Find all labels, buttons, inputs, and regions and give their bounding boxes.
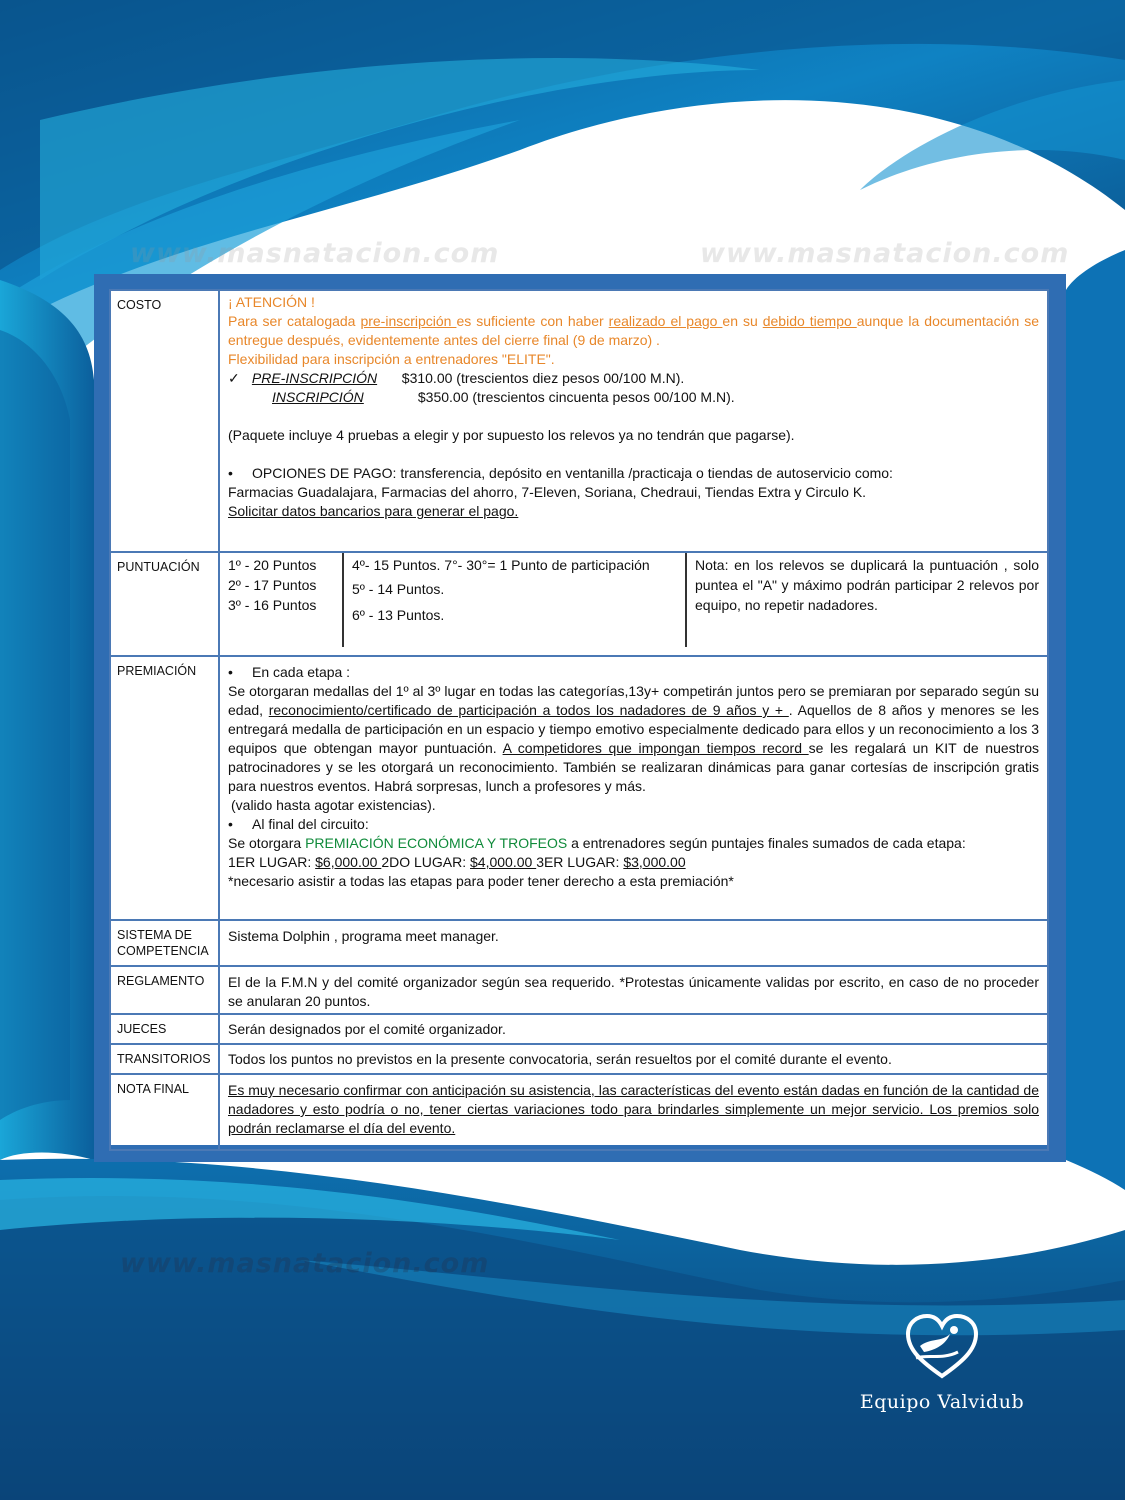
convocatoria-table (109, 289, 1049, 1151)
attention-heading: ¡ ATENCIÓN ! (228, 294, 315, 310)
heart-swimmer-icon (902, 1310, 982, 1382)
premiacion-content (219, 656, 1048, 920)
costo-content (219, 290, 1048, 552)
inscripcion-line (228, 388, 1039, 407)
transitorios-text: Todos los puntos no previstos en la presente convocatoria, serán resueltos por el comité durante el evento. (219, 1044, 1048, 1074)
table-row-sistema (110, 920, 1048, 966)
table-row-costo (110, 290, 1048, 552)
points-item: 6º - 13 Puntos. (352, 607, 445, 623)
row-label: JUECES (110, 1014, 219, 1044)
team-logo (852, 1310, 1032, 1413)
jueces-text: Serán designados por el comité organizador. (219, 1014, 1048, 1044)
pre-inscripcion-line (228, 369, 1039, 388)
table-row-nota-final (110, 1074, 1048, 1150)
row-label: COSTO (110, 290, 219, 552)
stage-heading: • En cada etapa : (228, 664, 351, 680)
nota-final-text: Es muy necesario confirmar con anticipación su asistencia, las características del evento están dadas en función de la cantidad de nadadores y esto podría o no, tener ciertas variaciones todo para brindarles simplemente un mejor servicio. Los premios solo podrán reclamarse el día del evento. (219, 1074, 1048, 1150)
puntuacion-content (219, 552, 1048, 656)
stores-list: Farmacias Guadalajara, Farmacias del ahorro, 7-Eleven, Soriana, Chedraui, Tiendas Extra y Circulo K. (228, 484, 867, 500)
points-item: 5º - 14 Puntos. (352, 581, 445, 597)
table-row-reglamento (110, 966, 1048, 1014)
validity-note: (valido hasta agotar existencias). (231, 797, 436, 813)
watermark: www.masnatacion.com (120, 1248, 490, 1279)
points-item: 1º - 20 Puntos (228, 557, 317, 573)
pre-inscripcion-price: $310.00 (trescientos diez pesos 00/100 M.N). (401, 370, 685, 386)
package-note: (Paquete incluye 4 pruebas a elegir y por supuesto los relevos ya no tendrán que pagarse). (228, 427, 795, 443)
row-label: NOTA FINAL (110, 1074, 219, 1150)
points-table (220, 551, 1047, 647)
economic-prize-line: Se otorgara PREMIACIÓN ECONÓMICA Y TROFEOS a entrenadores según puntajes finales sumados de cada etapa: (228, 835, 966, 851)
row-label: TRANSITORIOS (110, 1044, 219, 1074)
points-item: 2º - 17 Puntos (228, 577, 317, 593)
row-label: PREMIACIÓN (110, 656, 219, 920)
watermark: www.masnatacion.com (700, 238, 1070, 269)
sistema-text: Sistema Dolphin , programa meet manager. (219, 920, 1048, 966)
inscripcion-label: INSCRIPCIÓN (272, 389, 364, 405)
row-label: REGLAMENTO (110, 966, 219, 1014)
row-label: SISTEMA DE COMPETENCIA (110, 920, 219, 966)
relay-note: Nota: en los relevos se duplicará la puntuación , solo puntea el "A" y máximo podrán participar 2 relevos por equipo, no repetir nadadores. (686, 551, 1047, 647)
medals-paragraph: Se otorgaran medallas del 1º al 3º lugar en todas las categorías,13y+ competirán juntos pero se premiaran por separado según su edad, reconocimiento/certificado de participación a todos los nadadores de 9 años y + . Aquellos de 8 años y menores se les entregará medalla de participación en un espacio y tiempo emotivo especialmente dedicado para ellos y un reconocimiento a los 3 equipos que obtengan mayor puntuación. A competidores que impongan tiempos record se les regalará un KIT de nuestros patrocinadores y se les otorgará un reconocimiento. También se realizaran dinámicas para ganar cortesías de inscripción gratis para nuestros eventos. Habrá sorpresas, lunch a profesores y más. (228, 683, 1039, 794)
bullet-icon: • (228, 664, 233, 680)
bullet-icon: • (228, 465, 233, 481)
table-row-puntuacion (110, 552, 1048, 656)
pre-inscripcion-label: PRE-INSCRIPCIÓN (251, 370, 378, 386)
prize-amounts: 1ER LUGAR: $6,000.00 2DO LUGAR: $4,000.00 3ER LUGAR: $3,000.00 (228, 854, 686, 870)
catalog-paragraph: Para ser catalogada pre-inscripción es suficiente con haber realizado el pago en su debido tiempo aunque la documentación se entregue después, evidentemente antes del cierre final (9 de marzo) . (228, 313, 1040, 348)
circuit-heading: • Al final del circuito: (228, 816, 369, 832)
flexibility-note: Flexibilidad para inscripción a entrenadores "ELITE". (228, 351, 555, 367)
team-name: Equipo Valvidub (859, 1391, 1025, 1413)
watermark: www.masnatacion.com (130, 238, 500, 269)
points-col-2 (343, 551, 686, 647)
bullet-icon: • (228, 816, 233, 832)
bank-data-link[interactable]: Solicitar datos bancarios para generar el pago. (228, 503, 519, 519)
row-label: PUNTUACIÓN (110, 552, 219, 656)
points-item: 4º- 15 Puntos. 7°- 30°= 1 Punto de participación (352, 557, 650, 573)
inscripcion-price: $350.00 (trescientos cincuenta pesos 00/100 M.N). (417, 389, 735, 405)
check-icon: ✓ (228, 370, 240, 386)
payment-options: • OPCIONES DE PAGO: transferencia, depósito en ventanilla /practicaja o tiendas de autoservicio como: (228, 465, 893, 481)
table-row-premiacion (110, 656, 1048, 920)
points-col-1 (220, 551, 343, 647)
table-row-transitorios (110, 1044, 1048, 1074)
points-item: 3º - 16 Puntos (228, 597, 317, 613)
requirement-note: *necesario asistir a todas las etapas para poder tener derecho a esta premiación* (228, 873, 734, 889)
reglamento-text: El de la F.M.N y del comité organizador según sea requerido. *Protestas únicamente validas por escrito, en caso de no proceder se anularan 20 puntos. (219, 966, 1048, 1014)
table-row-jueces (110, 1014, 1048, 1044)
